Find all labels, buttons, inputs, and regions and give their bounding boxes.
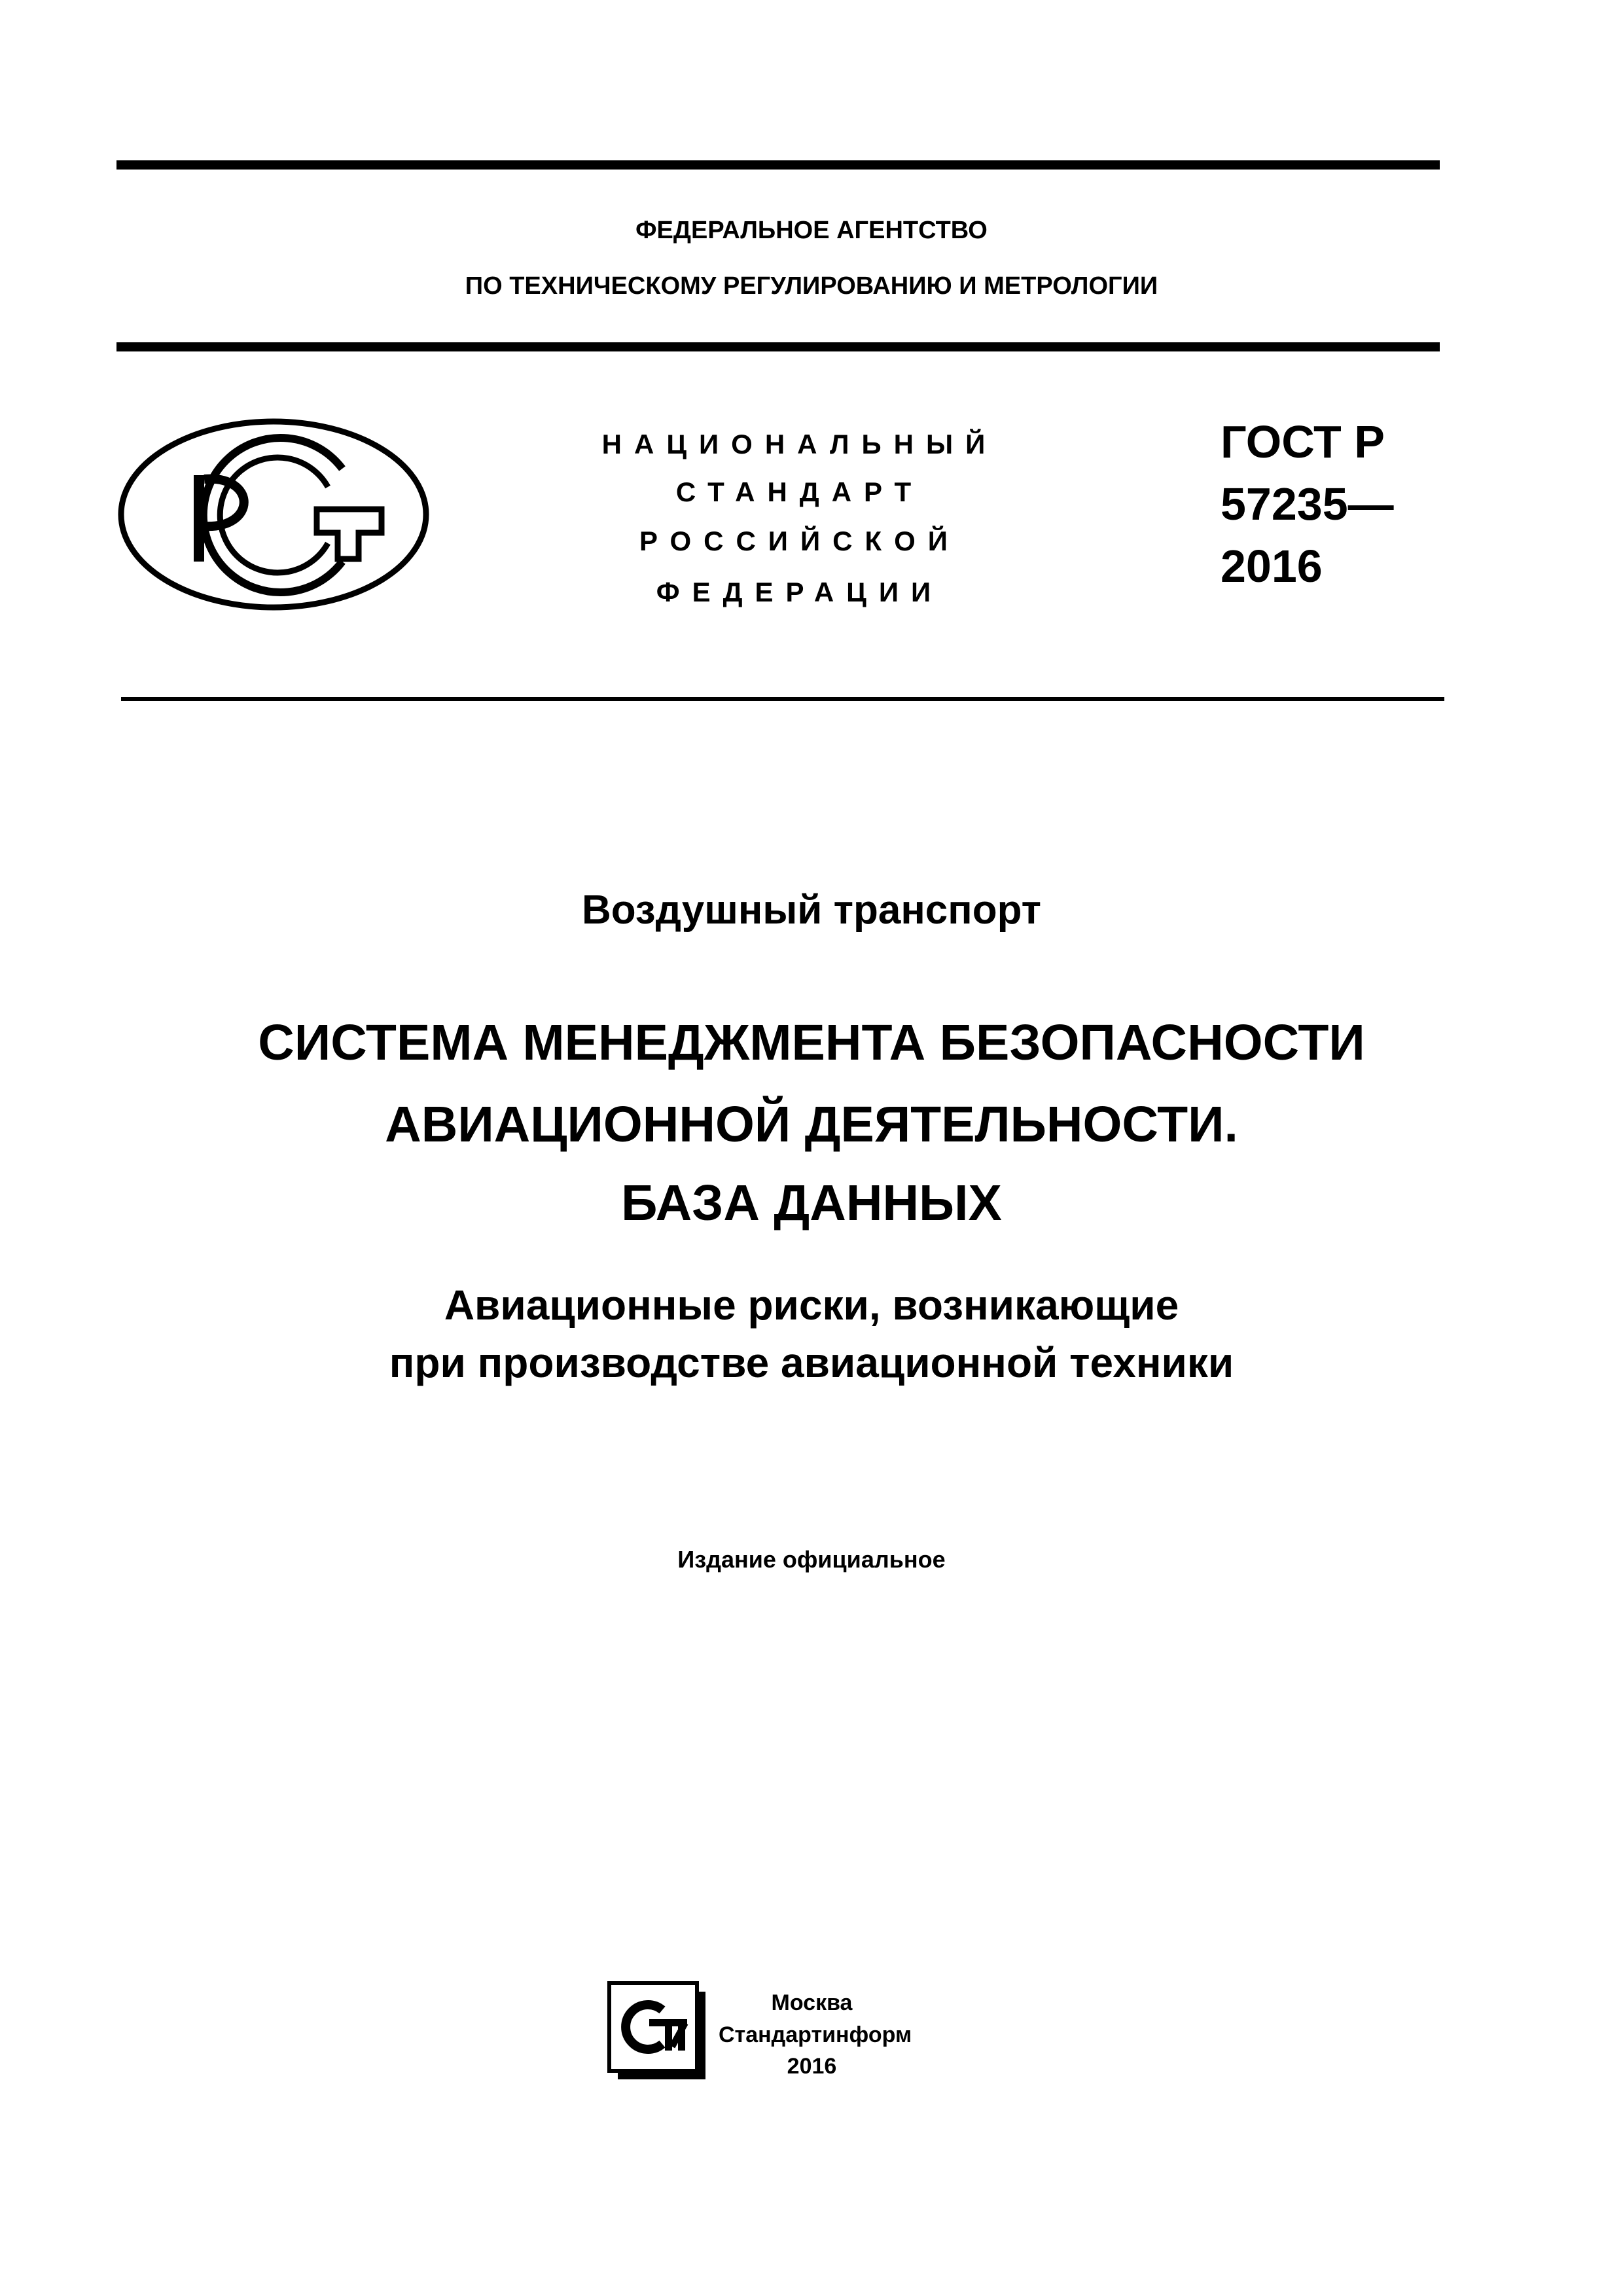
designation-line-2: 57235—	[1221, 478, 1394, 529]
main-title-line-3: БАЗА ДАННЫХ	[621, 1175, 1002, 1231]
subject-heading: Воздушный транспорт	[581, 888, 1042, 933]
standartinform-mark-icon	[607, 1981, 707, 2081]
standard-type-line-4: ФЕДЕРАЦИИ	[656, 577, 944, 607]
designation-rule	[121, 697, 1444, 701]
agency-line-1: ФЕДЕРАЛЬНОЕ АГЕНТСТВО	[635, 217, 988, 244]
main-title-line-1: СИСТЕМА МЕНЕДЖМЕНТА БЕЗОПАСНОСТИ	[258, 1014, 1365, 1071]
imprint-year: 2016	[787, 2054, 837, 2079]
imprint-city: Москва	[771, 1990, 853, 2015]
designation-line-3: 2016	[1221, 541, 1323, 592]
rst-mark-icon	[116, 416, 431, 613]
subtitle-line-2: при производстве авиационной техники	[389, 1339, 1234, 1386]
edition-label: Издание официальное	[677, 1546, 946, 1573]
standard-type-line-1: НАЦИОНАЛЬНЫЙ	[601, 429, 998, 459]
designation-line-1: ГОСТ Р	[1221, 416, 1385, 467]
standard-type-line-3: РОССИЙСКОЙ	[639, 526, 960, 556]
imprint-publisher: Стандартинформ	[719, 2022, 912, 2047]
main-title-line-2: АВИАЦИОННОЙ ДЕЯТЕЛЬНОСТИ.	[385, 1096, 1238, 1153]
header-top-rule	[116, 160, 1440, 170]
standard-type-line-2: СТАНДАРТ	[675, 476, 924, 507]
agency-line-2: ПО ТЕХНИЧЕСКОМУ РЕГУЛИРОВАНИЮ И МЕТРОЛОГИИ	[465, 272, 1158, 300]
subtitle-line-1: Авиационные риски, возникающие	[444, 1282, 1179, 1329]
header-bottom-rule	[116, 342, 1440, 351]
